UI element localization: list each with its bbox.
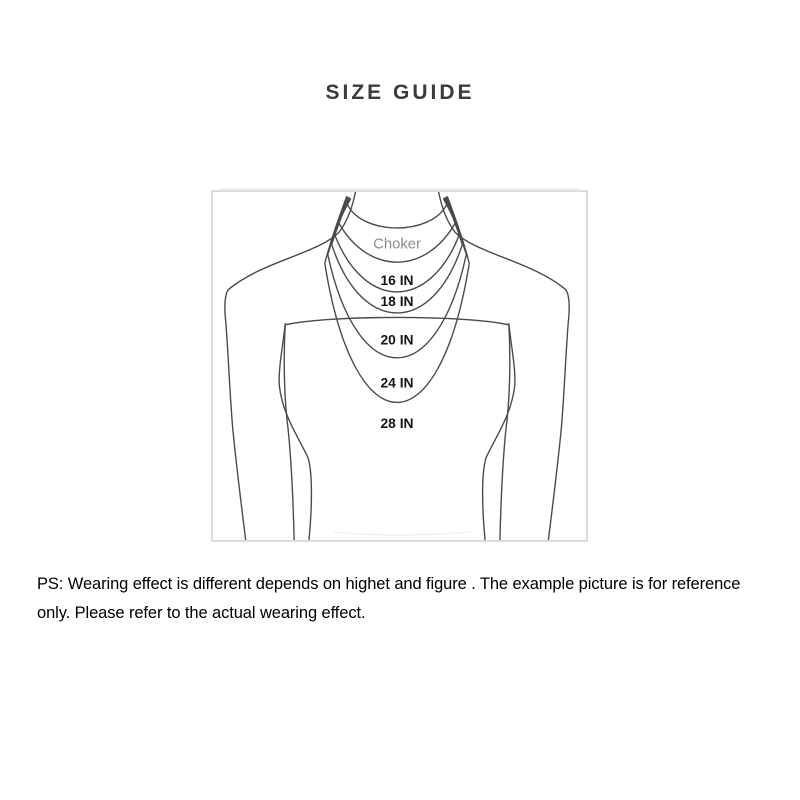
length-label-28in: 28 IN: [380, 414, 414, 431]
length-label-choker: Choker: [373, 236, 421, 253]
throat-neckline: [348, 205, 447, 228]
inner-arm-right: [500, 324, 510, 540]
hem-line: [334, 532, 471, 535]
necklace-curve-choker: [339, 199, 456, 262]
length-label-18in: 18 IN: [380, 293, 414, 310]
page-title: SIZE GUIDE: [325, 81, 475, 104]
body-outline-right: [439, 192, 570, 540]
body-outline-left: [225, 192, 356, 540]
necklace-length-illustration: [213, 192, 586, 540]
disclaimer-line-1: PS: Wearing effect is different depends on highet and figure . The example picture is for reference: [37, 575, 741, 593]
length-label-24in: 24 IN: [380, 374, 414, 391]
length-label-20in: 20 IN: [380, 331, 414, 348]
length-label-16in: 16 IN: [380, 272, 414, 289]
collarbone-line: [285, 317, 509, 324]
disclaimer-line-2: only. Please refer to the actual wearing effect.: [37, 603, 366, 622]
disclaimer-note: [37, 570, 777, 627]
size-guide-diagram: [211, 190, 588, 542]
inner-arm-left: [284, 324, 294, 540]
